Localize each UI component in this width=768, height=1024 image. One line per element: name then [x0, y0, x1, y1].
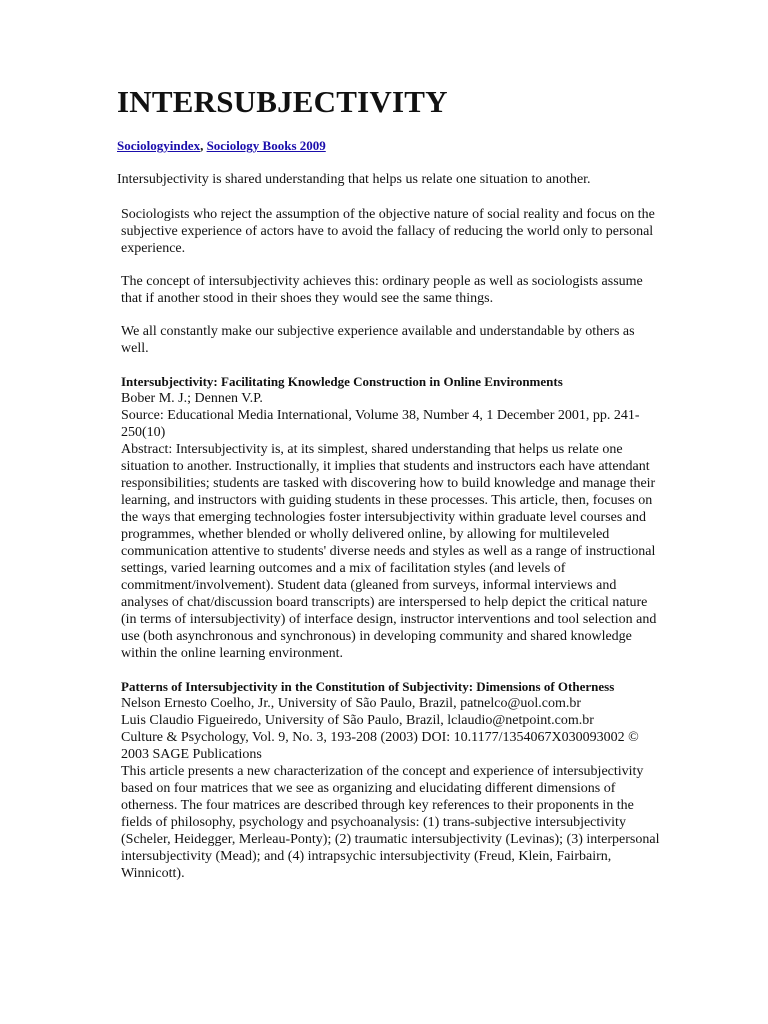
reference-entry [121, 678, 661, 882]
entry-abstract: This article presents a new characterization of the concept and experience of intersubjectivity based on four matrices that we see as organizing and elucidating different dimensions of otherness. The four matrices are described through key references to their proponents in the fields of philosophy, psychology and psychoanalysis: (1) trans-subjective intersubjectivity (Scheler, Heidegger, Merleau-Ponty); (2) traumatic intersubjectivity (Levinas); (3) interpersonal intersubjectivity (Mead); and (4) intrapsychic intersubjectivity (Freud, Klein, Fairbairn, Winnicott). [121, 764, 660, 881]
entry-authors-2: Luis Claudio Figueiredo, University of São Paulo, Brazil, lclaudio@netpoint.com.br [121, 713, 594, 728]
entry-authors: Nelson Ernesto Coelho, Jr., University of São Paulo, Brazil, patnelco@uol.com.br [121, 696, 582, 711]
body-paragraph: We all constantly make our subjective experience available and understandable by others as well. [121, 324, 635, 356]
entry-abstract: Abstract: Intersubjectivity is, at its simplest, shared understanding that helps us relate one situation to another. Instructionally, it implies that students and instructors each have attendant responsibilities; students are tasked with discovering how to build knowledge and manage their learning, and instructors with guiding students in these processes. This article, then, focuses on the ways that emerging technologies foster intersubjectivity within graduate level courses and programmes, whether blended or wholly delivered online, by allowing for multileveled communication attentive to students' diverse needs and styles as well as a range of instructional settings, varied learning outcomes and a mix of facilitation styles (and levels of commitment/involvement). Student data (gleaned from surveys, informal interviews and analyses of chat/discussion board transcripts) are interspersed to help depict the critical nature (in terms of intersubjectivity) of interface design, instructor interventions and tool selection and use (both asynchronous and synchronous) in developing community and shared knowledge within the online learning environment. [121, 442, 657, 661]
sociology-books-link[interactable]: Sociology Books 2009 [206, 138, 326, 153]
source-links [117, 138, 326, 154]
entry-source: Source: Educational Media International, Volume 38, Number 4, 1 December 2001, pp. 241-250(10) [121, 408, 640, 440]
body-paragraph: Sociologists who reject the assumption of the objective nature of social reality and focus on the subjective experience of actors have to avoid the fallacy of reducing the world only to personal experience. [121, 207, 655, 256]
entry-citation: Culture & Psychology, Vol. 9, No. 3, 193-208 (2003) DOI: 10.1177/1354067X030093002 © 2003 SAGE Publications [121, 730, 639, 762]
entry-title: Intersubjectivity: Facilitating Knowledge Construction in Online Environments [121, 374, 563, 389]
sociologyindex-link[interactable]: Sociologyindex [117, 138, 201, 153]
lead-paragraph: Intersubjectivity is shared understanding that helps us relate one situation to another. [117, 172, 591, 187]
page-title: INTERSUBJECTIVITY [117, 84, 448, 119]
entry-authors: Bober M. J.; Dennen V.P. [121, 391, 263, 406]
body-paragraph: The concept of intersubjectivity achieves this: ordinary people as well as sociologists assume that if another stood in their shoes they would see the same things. [121, 274, 643, 306]
article-body [121, 206, 661, 898]
reference-entry [121, 373, 661, 662]
link-separator: , [200, 138, 207, 153]
entry-title: Patterns of Intersubjectivity in the Constitution of Subjectivity: Dimensions of Otherness [121, 679, 615, 694]
